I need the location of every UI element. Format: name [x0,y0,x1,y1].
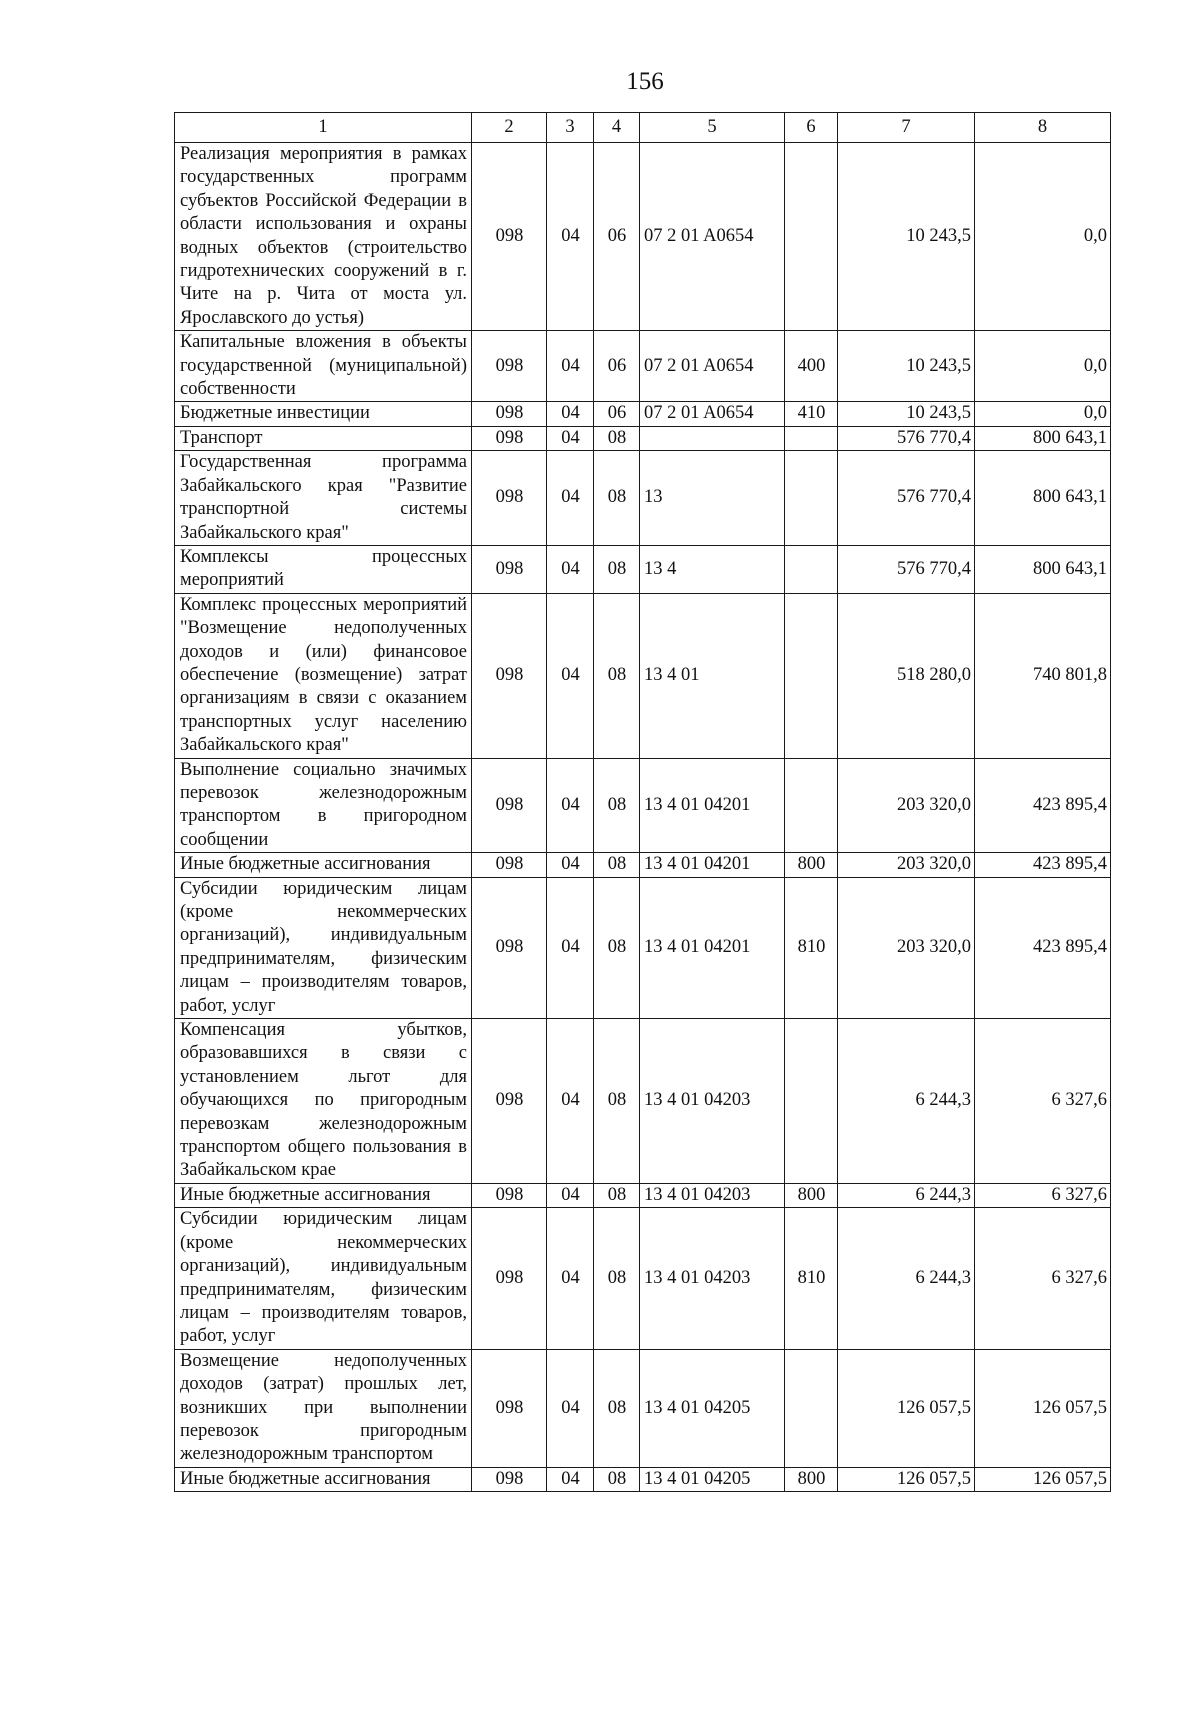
section-cell: 04 [547,143,594,331]
target-article-cell: 13 [640,451,785,546]
amount-year1-cell: 10 243,5 [838,331,975,402]
row-name-cell: Бюджетные инвестиции [175,402,472,426]
amount-year1-cell: 576 770,4 [838,426,975,450]
table-row [175,451,1111,546]
expense-type-cell: 810 [785,1208,838,1349]
target-article-cell: 13 4 01 04205 [640,1349,785,1467]
amount-year2-cell: 0,0 [975,331,1111,402]
section-cell: 04 [547,426,594,450]
target-article-cell: 13 4 01 04201 [640,758,785,853]
table-row [175,426,1111,450]
expense-type-cell [785,545,838,593]
expense-type-cell: 800 [785,1467,838,1491]
table-row [175,1208,1111,1349]
table-row [175,1019,1111,1184]
expense-type-cell [785,451,838,546]
section-cell: 04 [547,1208,594,1349]
amount-year1-cell: 576 770,4 [838,451,975,546]
column-header: 7 [838,113,975,143]
amount-year2-cell: 740 801,8 [975,593,1111,758]
subsection-cell: 08 [594,1019,640,1184]
admin-code-cell: 098 [472,877,547,1018]
expense-type-cell: 800 [785,1183,838,1207]
admin-code-cell: 098 [472,758,547,853]
expense-type-cell [785,758,838,853]
section-cell: 04 [547,1349,594,1467]
expense-type-cell [785,143,838,331]
row-name-cell: Субсидии юридическим лицам (кроме некоммерческих организаций), индивидуальным предпринимателям, физическим лицам – производителям товаров, работ, услуг [175,1208,472,1349]
admin-code-cell: 098 [472,143,547,331]
section-cell: 04 [547,877,594,1018]
table-row [175,331,1111,402]
row-name-cell: Иные бюджетные ассигнования [175,1183,472,1207]
admin-code-cell: 098 [472,1019,547,1184]
row-name-cell: Возмещение недополученных доходов (затрат) прошлых лет, возникших при выполнении перевозок пригородным железнодорожным транспортом [175,1349,472,1467]
column-header: 2 [472,113,547,143]
row-name-cell: Иные бюджетные ассигнования [175,853,472,877]
amount-year2-cell: 800 643,1 [975,451,1111,546]
subsection-cell: 08 [594,593,640,758]
amount-year1-cell: 576 770,4 [838,545,975,593]
amount-year2-cell: 6 327,6 [975,1019,1111,1184]
admin-code-cell: 098 [472,853,547,877]
table-row [175,593,1111,758]
amount-year1-cell: 518 280,0 [838,593,975,758]
row-name-cell: Иные бюджетные ассигнования [175,1467,472,1491]
amount-year1-cell: 10 243,5 [838,143,975,331]
target-article-cell: 13 4 01 04203 [640,1019,785,1184]
expense-type-cell [785,426,838,450]
admin-code-cell: 098 [472,331,547,402]
row-name-cell: Субсидии юридическим лицам (кроме некоммерческих организаций), индивидуальным предпринимателям, физическим лицам – производителям товаров, работ, услуг [175,877,472,1018]
column-header: 8 [975,113,1111,143]
subsection-cell: 08 [594,1208,640,1349]
target-article-cell: 13 4 01 04203 [640,1208,785,1349]
subsection-cell: 08 [594,853,640,877]
admin-code-cell: 098 [472,1349,547,1467]
table-row [175,143,1111,331]
subsection-cell: 08 [594,1349,640,1467]
amount-year1-cell: 126 057,5 [838,1349,975,1467]
subsection-cell: 08 [594,545,640,593]
amount-year2-cell: 0,0 [975,402,1111,426]
amount-year2-cell: 800 643,1 [975,426,1111,450]
subsection-cell: 08 [594,426,640,450]
target-article-cell: 13 4 01 [640,593,785,758]
row-name-cell: Реализация мероприятия в рамках государственных программ субъектов Российской Федерации в области использования и охраны водных объектов (строительство гидротехнических сооружений в г. Чите на р. Чита от моста ул. Ярославского до устья) [175,143,472,331]
column-header: 5 [640,113,785,143]
expense-type-cell [785,1349,838,1467]
section-cell: 04 [547,451,594,546]
subsection-cell: 06 [594,402,640,426]
section-cell: 04 [547,593,594,758]
amount-year2-cell: 6 327,6 [975,1208,1111,1349]
subsection-cell: 06 [594,331,640,402]
section-cell: 04 [547,1183,594,1207]
amount-year2-cell: 0,0 [975,143,1111,331]
subsection-cell: 08 [594,758,640,853]
subsection-cell: 08 [594,877,640,1018]
amount-year1-cell: 203 320,0 [838,758,975,853]
amount-year1-cell: 203 320,0 [838,877,975,1018]
table-row [175,758,1111,853]
row-name-cell: Капитальные вложения в объекты государственной (муниципальной) собственности [175,331,472,402]
column-header: 1 [175,113,472,143]
admin-code-cell: 098 [472,1467,547,1491]
target-article-cell: 07 2 01 A0654 [640,143,785,331]
admin-code-cell: 098 [472,1183,547,1207]
table-row [175,1467,1111,1491]
amount-year1-cell: 6 244,3 [838,1019,975,1184]
expense-type-cell: 400 [785,331,838,402]
column-header: 6 [785,113,838,143]
section-cell: 04 [547,853,594,877]
admin-code-cell: 098 [472,545,547,593]
amount-year2-cell: 126 057,5 [975,1467,1111,1491]
section-cell: 04 [547,402,594,426]
target-article-cell: 07 2 01 A0654 [640,331,785,402]
subsection-cell: 08 [594,1183,640,1207]
target-article-cell: 13 4 01 04201 [640,853,785,877]
section-cell: 04 [547,545,594,593]
table-row [175,853,1111,877]
target-article-cell: 13 4 01 04205 [640,1467,785,1491]
page-number: 156 [626,68,664,95]
admin-code-cell: 098 [472,451,547,546]
admin-code-cell: 098 [472,426,547,450]
target-article-cell [640,426,785,450]
table-row [175,402,1111,426]
target-article-cell: 13 4 01 04203 [640,1183,785,1207]
amount-year1-cell: 6 244,3 [838,1208,975,1349]
row-name-cell: Транспорт [175,426,472,450]
row-name-cell: Компенсация убытков, образовавшихся в связи с установлением льгот для обучающихся по пригородным перевозкам железнодорожным транспортом общего пользования в Забайкальском крае [175,1019,472,1184]
row-name-cell: Комплексы процессных мероприятий [175,545,472,593]
expense-type-cell: 410 [785,402,838,426]
expense-type-cell [785,1019,838,1184]
amount-year2-cell: 423 895,4 [975,758,1111,853]
target-article-cell: 07 2 01 A0654 [640,402,785,426]
amount-year1-cell: 126 057,5 [838,1467,975,1491]
budget-table [174,112,1111,1492]
subsection-cell: 08 [594,1467,640,1491]
expense-type-cell: 800 [785,853,838,877]
amount-year2-cell: 423 895,4 [975,877,1111,1018]
subsection-cell: 06 [594,143,640,331]
column-header: 4 [594,113,640,143]
amount-year2-cell: 423 895,4 [975,853,1111,877]
target-article-cell: 13 4 01 04201 [640,877,785,1018]
table-row [175,877,1111,1018]
amount-year2-cell: 126 057,5 [975,1349,1111,1467]
section-cell: 04 [547,758,594,853]
table-row [175,1183,1111,1207]
section-cell: 04 [547,1019,594,1184]
row-name-cell: Государственная программа Забайкальского края "Развитие транспортной системы Забайкальского края" [175,451,472,546]
row-name-cell: Выполнение социально значимых перевозок железнодорожным транспортом в пригородном сообщении [175,758,472,853]
amount-year1-cell: 10 243,5 [838,402,975,426]
admin-code-cell: 098 [472,402,547,426]
target-article-cell: 13 4 [640,545,785,593]
section-cell: 04 [547,331,594,402]
table-row [175,1349,1111,1467]
amount-year1-cell: 203 320,0 [838,853,975,877]
table-row [175,545,1111,593]
amount-year2-cell: 6 327,6 [975,1183,1111,1207]
subsection-cell: 08 [594,451,640,546]
amount-year1-cell: 6 244,3 [838,1183,975,1207]
admin-code-cell: 098 [472,1208,547,1349]
expense-type-cell [785,593,838,758]
admin-code-cell: 098 [472,593,547,758]
amount-year2-cell: 800 643,1 [975,545,1111,593]
row-name-cell: Комплекс процессных мероприятий "Возмещение недополученных доходов и (или) финансовое обеспечение (возмещение) затрат организациям в связи с оказанием транспортных услуг населению Забайкальского края" [175,593,472,758]
header-row [175,113,1111,143]
column-header: 3 [547,113,594,143]
expense-type-cell: 810 [785,877,838,1018]
section-cell: 04 [547,1467,594,1491]
